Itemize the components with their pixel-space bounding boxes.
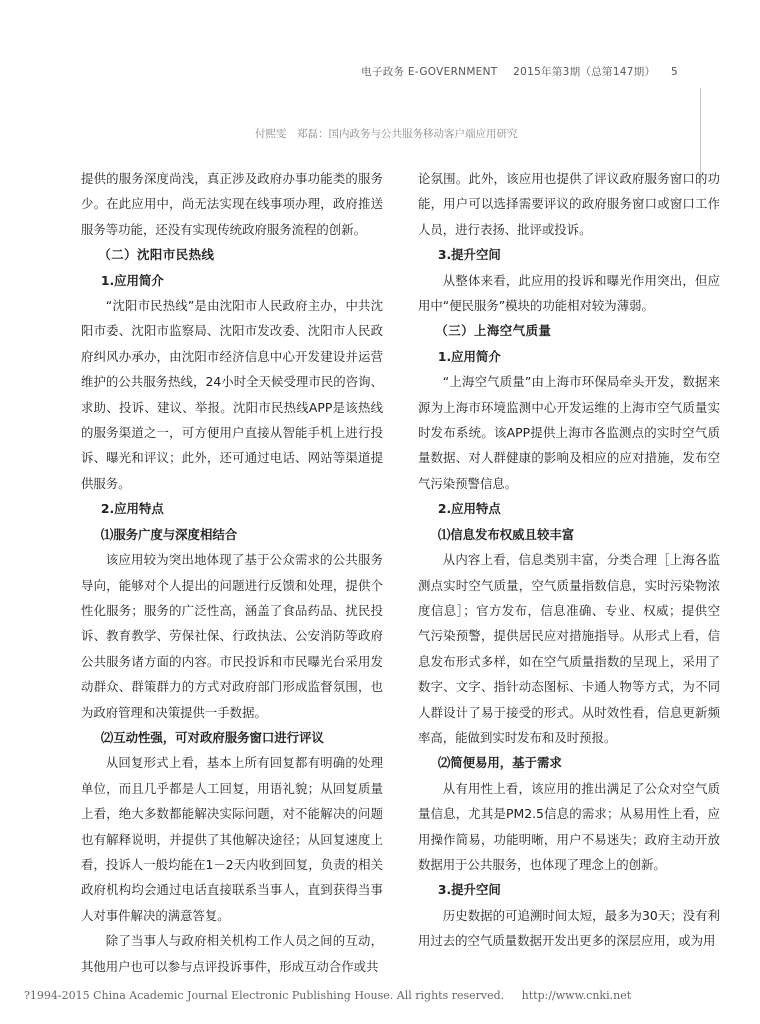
paragraph: 从内容上看，信息类别丰富，分类合理［上海各监测点实时空气质量，空气质量指数信息，实时污染物浓度信息］；官方发布，信息准确、专业、权威；提供空气污染预警，提供居民应对措施指导。从形式上看，信息发布形式多样，如在空气质量指数的呈现上，采用了数字、文字、指针动态图标、卡通人物等方式，为不同人群设计了易于接受的形式。从时效性看，信息更新频率高，能做到实时发布和及时预报。: [418, 552, 720, 745]
paragraph: 论氛围。此外，该应用也提供了评议政府服务窗口的功能，用户可以选择需要评议的政府服务窗口或窗口工作人员，进行表扬、批评或投诉。: [418, 171, 720, 237]
copyright-footer: [24, 989, 631, 1002]
section-heading: （三）上海空气质量: [435, 323, 552, 339]
issue-info: 2015年第3期（总第147期）: [513, 66, 656, 78]
point-heading: ⑴服务广度与深度相结合: [100, 526, 238, 542]
subsection-heading: 2.应用特点: [100, 501, 164, 517]
paragraph: “沈阳市民热线”是由沈阳市人民政府主办，中共沈阳市委、沈阳市监察局、沈阳市发改委、沈阳市人民政府纠风办承办，由沈阳市经济信息中心开发建设并运营维护的公共服务热线，24小时全天候受理市民的咨询、求助、投诉、建议、举报。沈阳市民热线APP是该热线的服务渠道之一，可方便用户直接从智能手机上进行投诉、曝光和评议；此外，还可通过电话、网站等渠道提供服务。: [81, 298, 383, 491]
article-running-title: 付熙雯 郑磊：国内政务与公共服务移动客户端应用研究: [255, 128, 518, 140]
right-column: [418, 166, 720, 954]
copyright-text: ?1994-2015 China Academic Journal Electronic Publishing House. All rights reserved.: [24, 989, 505, 1002]
paragraph: 从有用性上看，该应用的推出满足了公众对空气质量信息，尤其是PM2.5信息的需求；从易用性上看，应用操作简易，功能明晰，用户不易迷失；政府主动开放数据用于公共服务，也体现了理念上的创新。: [418, 780, 720, 872]
point-heading: ⑴信息发布权威且较丰富: [437, 526, 575, 542]
paragraph: 除了当事人与政府相关机构工作人员之间的互动，其他用户也可以参与点评投诉事件，形成互动合作或共: [81, 933, 383, 974]
section-heading: （二）沈阳市民热线: [98, 247, 215, 263]
subsection-heading: 3.提升空间: [437, 247, 501, 263]
paragraph: 从回复形式上看，基本上所有回复都有明确的处理单位，而且几乎都是人工回复，用语礼貌；从回复质量上看，绝大多数都能解决实际问题，对不能解决的问题也有解释说明，并提供了其他解决途径；从回复速度上看，投诉人一般均能在1－2天内收到回复，负责的相关政府机构均会通过电话直接联系当事人，直到获得当事人对事件解决的满意答复。: [81, 755, 383, 923]
running-header: [361, 64, 678, 79]
footer-url[interactable]: http://www.cnki.net: [521, 989, 632, 1002]
subsection-heading: 1.应用简介: [100, 272, 164, 288]
subsection-heading: 1.应用简介: [437, 348, 501, 364]
paragraph: 历史数据的可追溯时间太短，最多为30天；没有利用过去的空气质量数据开发出更多的深层应用，或为用: [418, 907, 720, 949]
subsection-heading: 2.应用特点: [437, 501, 501, 517]
paragraph: “上海空气质量”由上海市环保局牵头开发，数据来源为上海市环境监测中心开发运维的上海市空气质量实时发布系统。该APP提供上海市各监测点的实时空气质量数据、对人群健康的影响及相应的应对措施，发布空气污染预警信息。: [418, 374, 720, 491]
point-heading: ⑵简便易用，基于需求: [437, 755, 562, 771]
left-column: [81, 166, 383, 979]
subsection-heading: 3.提升空间: [437, 882, 501, 898]
page-number: 5: [671, 66, 678, 78]
paragraph: 提供的服务深度尚浅，真正涉及政府办事功能类的服务少。在此应用中，尚无法实现在线事项办理，政府推送服务等功能，还没有实现传统政府服务流程的创新。: [81, 171, 383, 237]
paragraph: 从整体来看，此应用的投诉和曝光作用突出，但应用中“便民服务”模块的功能相对较为薄弱。: [418, 272, 720, 314]
paragraph: 该应用较为突出地体现了基于公众需求的公共服务导向，能够对个人提出的问题进行反馈和处理，提供个性化服务；服务的广泛性高，涵盖了食品药品、扰民投诉、教育教学、劳保社保、行政执法、公安消防等政府公共服务诸方面的内容。市民投诉和市民曝光台采用发动群众、群策群力的方式对政府部门形成监督氛围，也为政府管理和决策提供一手数据。: [81, 552, 383, 720]
point-heading: ⑵互动性强，可对政府服务窗口进行评议: [100, 729, 324, 745]
journal-name: 电子政务 E-GOVERNMENT: [361, 66, 498, 78]
